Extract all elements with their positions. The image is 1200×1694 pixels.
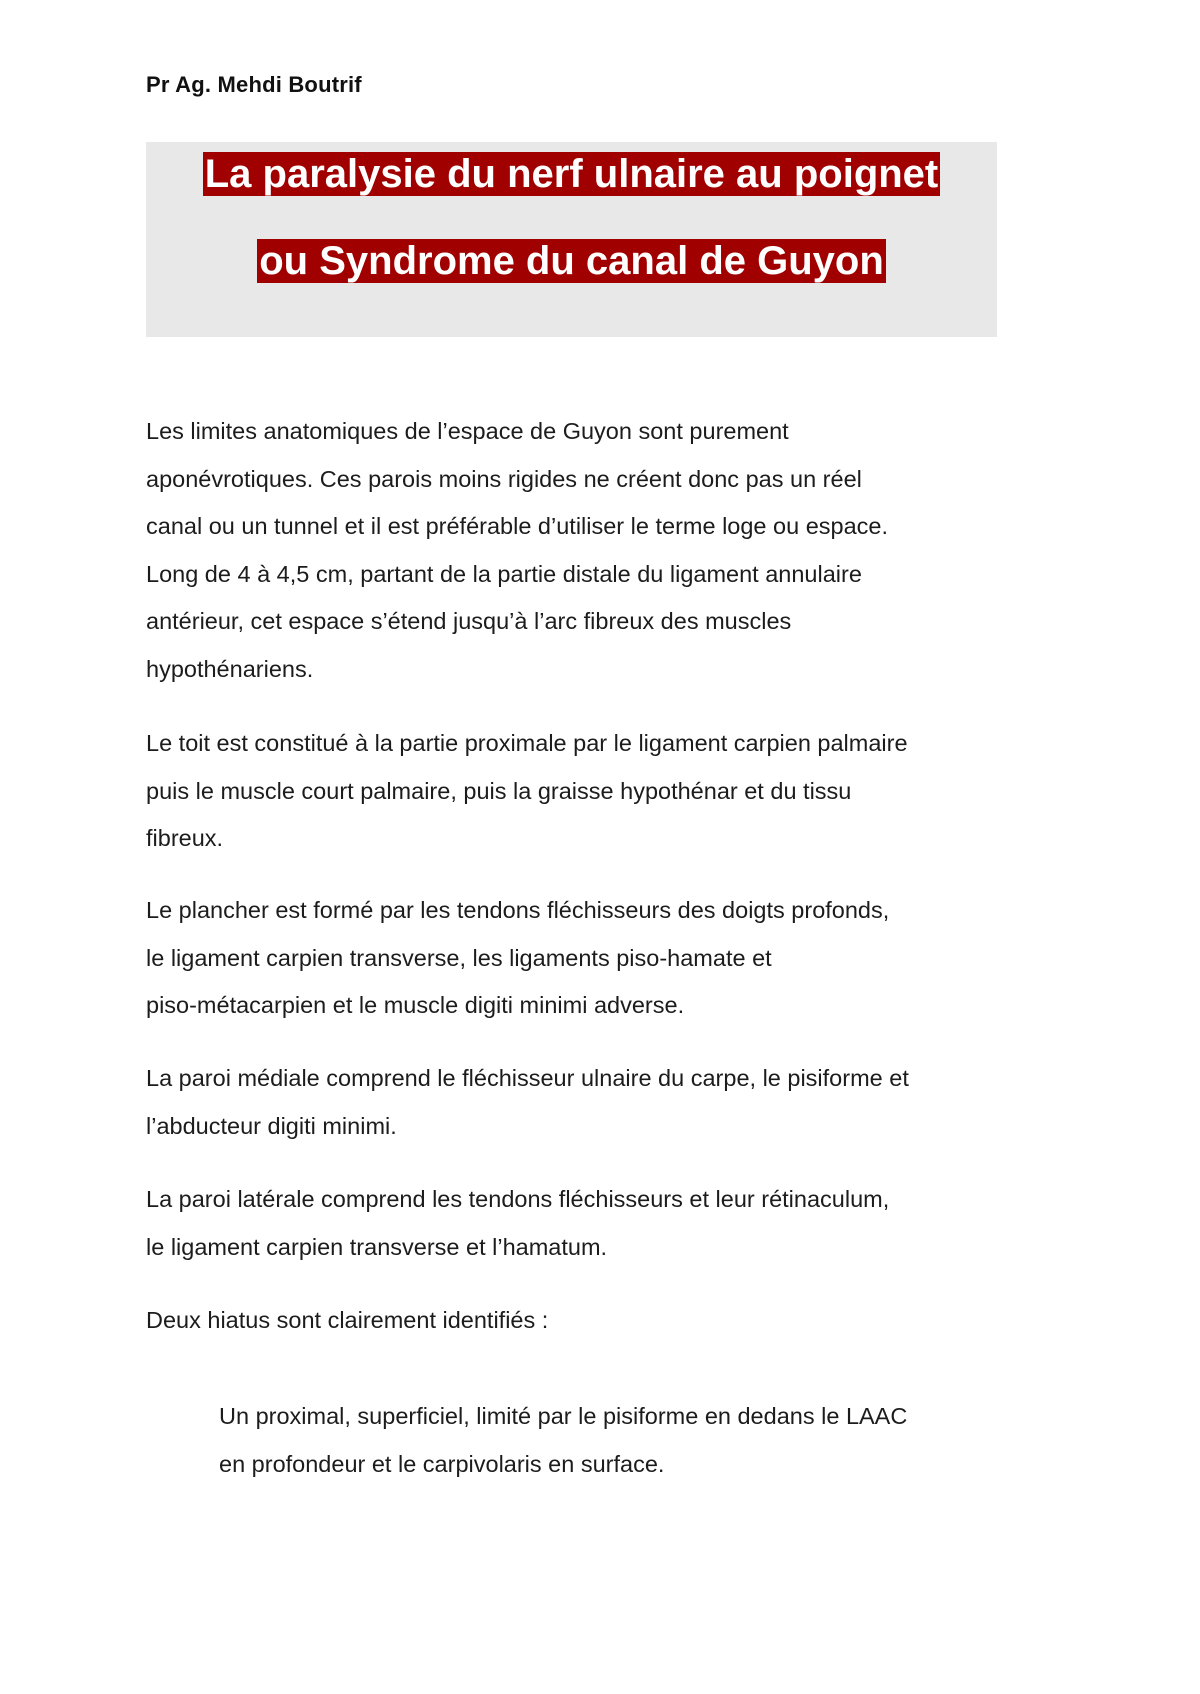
text-line: La paroi latérale comprend les tendons fléchisseurs et leur rétinaculum, <box>146 1186 890 1212</box>
paragraph-floor <box>146 887 1016 1030</box>
title-text-2: ou Syndrome du canal de Guyon <box>259 239 884 283</box>
text-line: en profondeur et le carpivolaris en surface. <box>219 1450 665 1477</box>
text-line: aponévrotiques. Ces parois moins rigides ne créent donc pas un réel <box>146 465 862 492</box>
text-line: le ligament carpien transverse, les ligaments piso-hamate et <box>146 944 772 971</box>
text-line: piso-métacarpien et le muscle digiti minimi adverse. <box>146 992 685 1018</box>
text-line: le ligament carpien transverse et l’hamatum. <box>146 1233 608 1260</box>
text-line: puis le muscle court palmaire, puis la graisse hypothénar et du tissu <box>146 777 852 804</box>
author-name: Pr Ag. Mehdi Boutrif <box>146 72 362 97</box>
text-line: hypothénariens. <box>146 655 314 682</box>
title-box <box>146 142 997 337</box>
text-line: canal ou un tunnel et il est préférable d’utiliser le terme loge ou espace. <box>146 513 889 539</box>
text-line: fibreux. <box>146 825 224 851</box>
text-line: Un proximal, superficiel, limité par le pisiforme en dedans le LAAC <box>219 1403 908 1429</box>
paragraph-proximal-hiatus <box>219 1393 1019 1488</box>
text-line: Long de 4 à 4,5 cm, partant de la partie distale du ligament annulaire <box>146 560 862 587</box>
title-line-1 <box>146 145 997 203</box>
paragraph-medial-wall <box>146 1055 1016 1150</box>
text-line: Le plancher est formé par les tendons fléchisseurs des doigts profonds, <box>146 897 890 923</box>
title-text-1: La paralysie du nerf ulnaire au poignet <box>204 152 939 196</box>
text-line: antérieur, cet espace s’étend jusqu’à l’arc fibreux des muscles <box>146 608 792 634</box>
paragraph-anatomical-limits <box>146 408 1016 693</box>
text-line: Les limites anatomiques de l’espace de Guyon sont purement <box>146 418 789 444</box>
text-line: La paroi médiale comprend le fléchisseur ulnaire du carpe, le pisiforme et <box>146 1065 909 1091</box>
paragraph-lateral-wall <box>146 1176 1016 1271</box>
title-line-2 <box>146 232 997 290</box>
paragraph-hiatus-intro <box>146 1297 1016 1345</box>
paragraph-roof <box>146 720 1016 863</box>
text-line: Le toit est constitué à la partie proximale par le ligament carpien palmaire <box>146 730 908 756</box>
text-line: l’abducteur digiti minimi. <box>146 1112 397 1139</box>
text-line: Deux hiatus sont clairement identifiés : <box>146 1307 549 1333</box>
